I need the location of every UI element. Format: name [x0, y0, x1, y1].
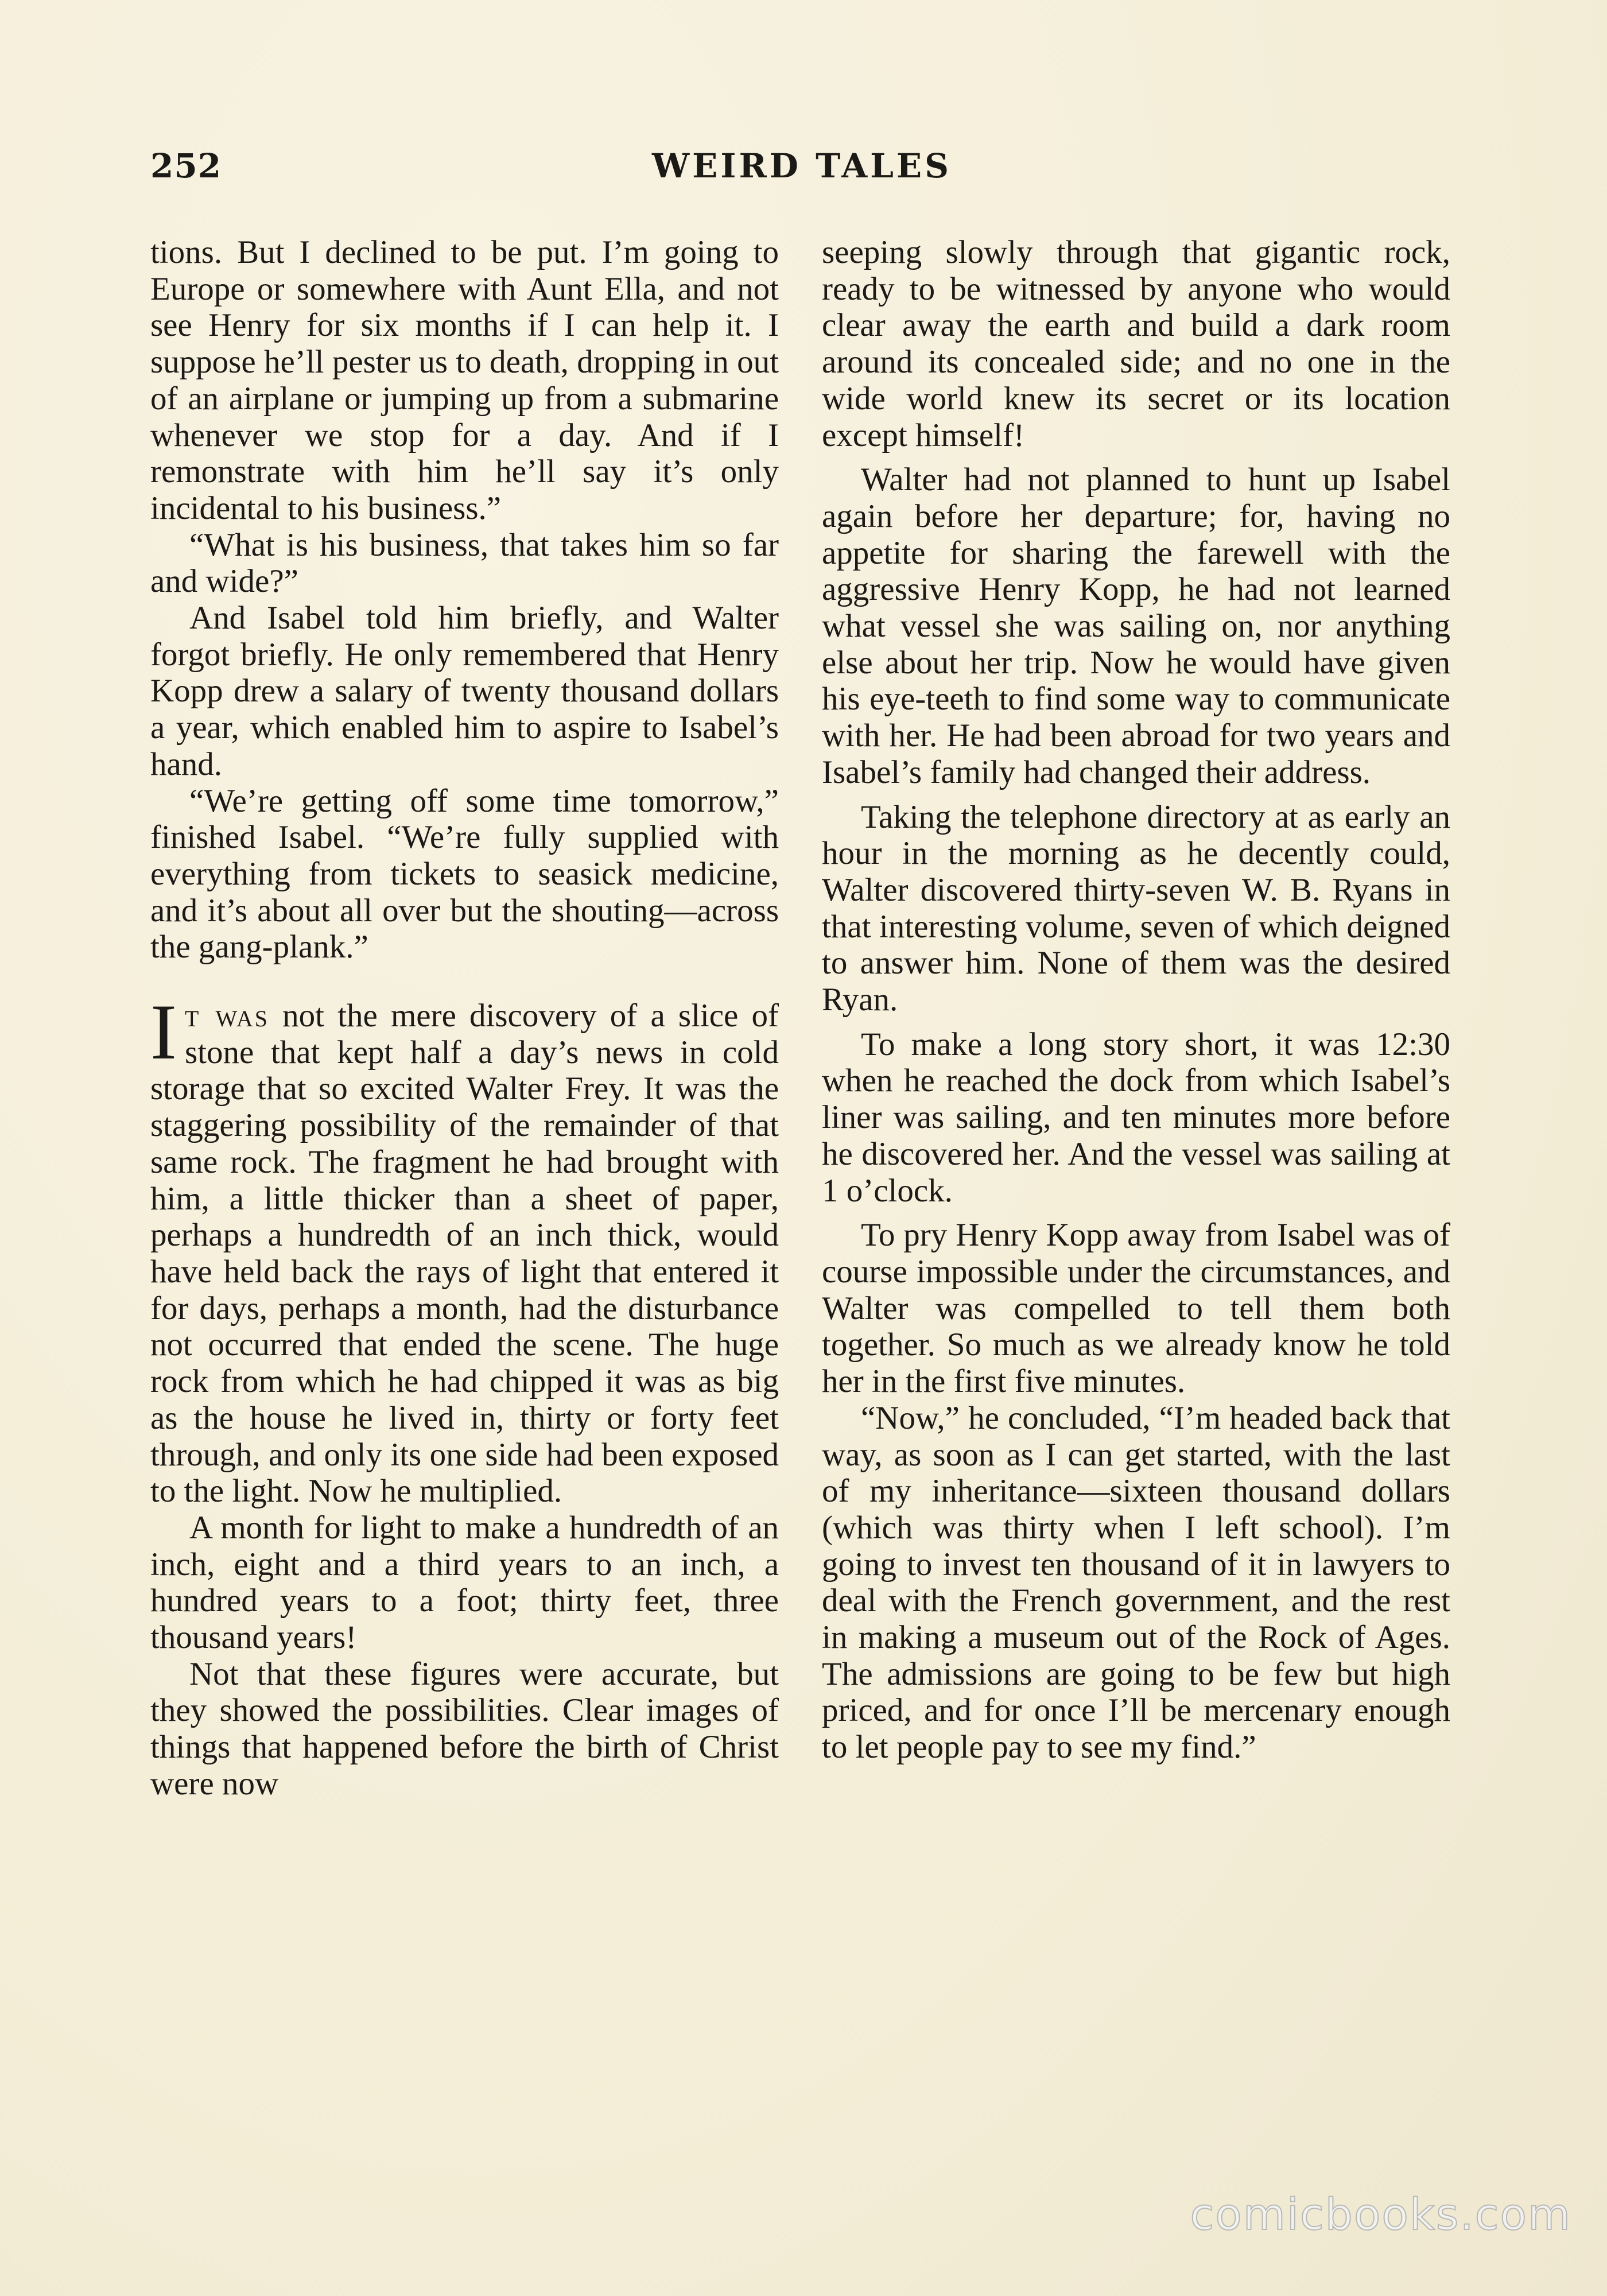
paragraph: And Isabel told him briefly, and Walter forgot briefly. He only remembered that Henry Kopp drew a salary of twenty thousand dollars a year, which enabled him to aspire to Isabel’s hand. — [150, 600, 779, 782]
left-column — [150, 234, 779, 1802]
right-column — [822, 234, 1450, 1766]
page-number: 252 — [150, 146, 222, 185]
small-caps-lead: t was — [184, 998, 270, 1034]
running-head — [150, 146, 1453, 187]
paragraph: Walter had not planned to hunt up Isabel again before her departure; for, having no appetite for sharing the farewell with the aggressive Henry Kopp, he had not learned what vessel she was sailing on, nor anything else about her trip. Now he would have given his eye-teeth to find some way to communicate with her. He had been abroad for two years and Isabel’s family had changed their address. — [822, 461, 1450, 790]
paragraph: “We’re getting off some time tomorrow,” finished Isabel. “We’re fully supplied with everything from tickets to seasick medicine, and it’s about all over but the shouting—across the gang-plank.” — [150, 782, 779, 965]
paragraph: “What is his business, that takes him so far and wide?” — [150, 526, 779, 600]
paragraph-continuation: tions. But I declined to be put. I’m going to Europe or somewhere with Aunt Ella, and not see Henry for six months if I can help it. I suppose he’ll pester us to death, dropping in out of an airplane or jumping up from a submarine whenever we stop for a day. And if I remonstrate with him he’ll say it’s only incidental to his business.” — [150, 234, 779, 526]
magazine-title: WEIRD TALES — [651, 146, 952, 185]
drop-cap-initial: I — [150, 988, 177, 1076]
section-opening-text: not the mere discovery of a slice of stone that kept half a day’s news in cold storage that so excited Walter Frey. It was the staggering possibility of the remainder of that same rock. The fragment he had brought with him, a little thicker than a sheet of paper, perhaps a hundredth of an inch thick, would have held back the rays of light that entered it for days, perhaps a month, had the disturbance not occurred that ended the scene. The huge rock from which he had chipped it was as big as the house he lived in, thirty or forty feet through, and only its one side had been exposed to the light. Now he multiplied. — [150, 998, 779, 1510]
paragraph: Not that these figures were accurate, but they showed the possibilities. Clear images of things that happened before the birth of Christ were now — [150, 1655, 779, 1802]
paragraph: To make a long story short, it was 12:30 when he reached the dock from which Isabel’s liner was sailing, and ten minutes more before he discovered her. And the vessel was sailing at 1 o’clock. — [822, 1026, 1450, 1209]
paragraph: Taking the telephone directory at as early an hour in the morning as he decently could, Walter discovered thirty-seven W. B. Ryans in that interesting volume, seven of which deigned to answer him. None of them was the desired Ryan. — [822, 798, 1450, 1018]
paragraph: A month for light to make a hundredth of an inch, eight and a third years to an inch, a hundred years to a foot; thirty feet, three thousand years! — [150, 1509, 779, 1656]
paragraph: “Now,” he concluded, “I’m headed back that way, as soon as I can get started, with the last of my inheritance—sixteen thousand dollars (which was thirty when I left school). I’m going to invest ten thousand of it in lawyers to deal with the French government, and the rest in making a museum out of the Rock of Ages. The admissions are going to be few but high priced, and for once I’ll be mercenary enough to let people pay to see my find.” — [822, 1399, 1450, 1766]
section-opening-paragraph — [150, 988, 779, 1510]
watermark-logo: comicbooks.com — [1190, 2189, 1571, 2240]
paragraph: To pry Henry Kopp away from Isabel was of course impossible under the circumstances, and Walter was compelled to tell them both together. So much as we already know he told her in the first five minutes. — [822, 1217, 1450, 1400]
paragraph-continuation: seeping slowly through that gigantic rock, ready to be witnessed by anyone who would clear away the earth and build a dark room around its concealed side; and no one in the wide world knew its secret or its location except himself! — [822, 234, 1450, 453]
